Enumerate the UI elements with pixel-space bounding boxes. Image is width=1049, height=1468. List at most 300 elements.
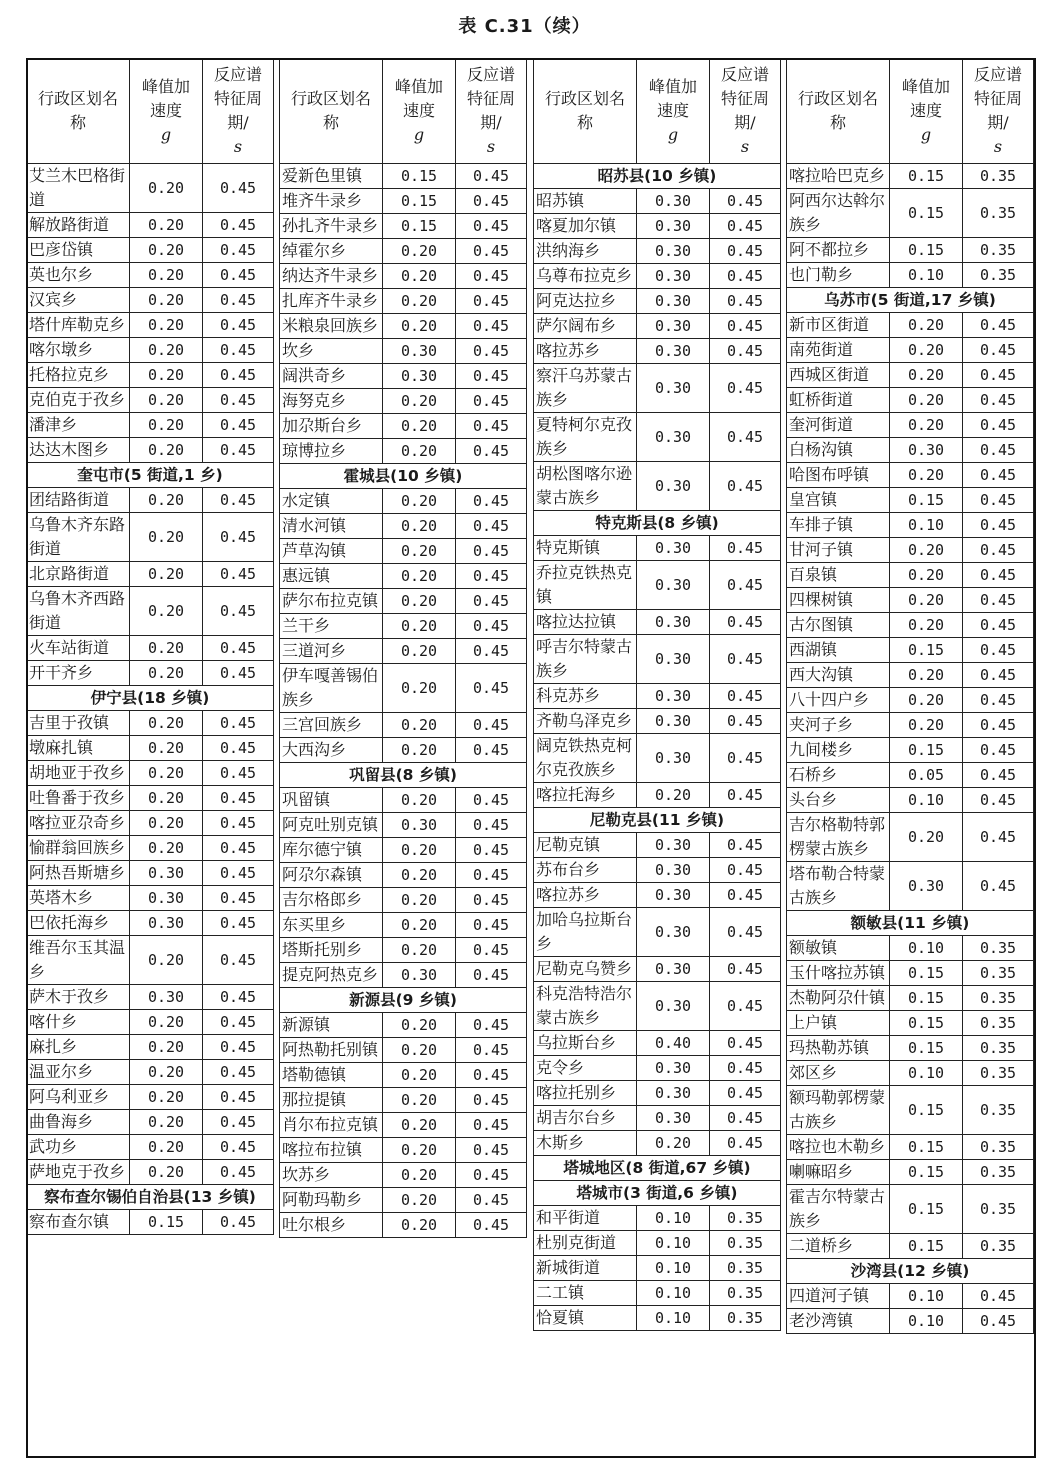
table-row [787, 463, 1034, 488]
table-row [280, 339, 527, 364]
region-name: 九间楼乡 [787, 738, 890, 763]
table-row [27, 288, 274, 313]
table-row [280, 1138, 527, 1163]
characteristic-period: 0.45 [710, 536, 781, 561]
section-row [787, 911, 1034, 936]
characteristic-period: 0.45 [456, 239, 527, 264]
characteristic-period: 0.45 [456, 589, 527, 614]
peak-acceleration: 0.30 [637, 289, 710, 314]
peak-acceleration: 0.30 [637, 1081, 710, 1106]
table-row [534, 684, 781, 709]
header-accel: 峰值加速度 g [383, 59, 456, 164]
header-accel: 峰值加速度 g [890, 59, 963, 164]
region-name: 苏布台乡 [534, 858, 637, 883]
peak-acceleration: 0.30 [637, 189, 710, 214]
peak-acceleration: 0.30 [637, 413, 710, 462]
section-row [280, 464, 527, 489]
peak-acceleration: 0.20 [383, 489, 456, 514]
table-row [534, 1131, 781, 1156]
peak-acceleration: 0.30 [383, 963, 456, 988]
table-row [280, 589, 527, 614]
peak-acceleration: 0.10 [637, 1256, 710, 1281]
characteristic-period: 0.45 [710, 908, 781, 957]
table-row [27, 711, 274, 736]
characteristic-period: 0.45 [963, 713, 1034, 738]
characteristic-period: 0.45 [456, 614, 527, 639]
table-row [27, 263, 274, 288]
region-name: 玛热勒苏镇 [787, 1036, 890, 1061]
region-name: 喀拉布拉镇 [280, 1138, 383, 1163]
peak-acceleration: 0.15 [890, 164, 963, 189]
peak-acceleration: 0.20 [383, 589, 456, 614]
region-name: 英塔木乡 [27, 886, 130, 911]
table-row [534, 982, 781, 1031]
table-row [27, 1160, 274, 1185]
characteristic-period: 0.45 [203, 288, 274, 313]
peak-acceleration: 0.15 [890, 1086, 963, 1135]
characteristic-period: 0.45 [963, 813, 1034, 862]
peak-acceleration: 0.15 [890, 1185, 963, 1234]
region-name: 萨木于孜乡 [27, 985, 130, 1010]
region-name: 乌鲁木齐东路街道 [27, 513, 130, 562]
region-name: 夏特柯尔克孜族乡 [534, 413, 637, 462]
peak-acceleration: 0.20 [130, 438, 203, 463]
peak-acceleration: 0.30 [637, 709, 710, 734]
table-row [280, 564, 527, 589]
characteristic-period: 0.45 [203, 1160, 274, 1185]
characteristic-period: 0.35 [963, 986, 1034, 1011]
peak-acceleration: 0.10 [890, 1309, 963, 1334]
peak-acceleration: 0.20 [130, 836, 203, 861]
region-name: 额玛勒郭楞蒙古族乡 [787, 1086, 890, 1135]
table-row [27, 886, 274, 911]
region-name: 特克斯镇 [534, 536, 637, 561]
peak-acceleration: 0.20 [383, 1188, 456, 1213]
region-name: 洪纳海乡 [534, 239, 637, 264]
characteristic-period: 0.45 [456, 289, 527, 314]
characteristic-period: 0.45 [963, 738, 1034, 763]
table-row [534, 1306, 781, 1331]
region-name: 乌鲁木齐西路街道 [27, 587, 130, 636]
peak-acceleration: 0.20 [890, 313, 963, 338]
table-row [27, 338, 274, 363]
characteristic-period: 0.45 [456, 314, 527, 339]
table-row [787, 1309, 1034, 1334]
section-row [787, 1259, 1034, 1284]
table-row [787, 164, 1034, 189]
region-name: 萨尔布拉克镇 [280, 589, 383, 614]
peak-acceleration: 0.20 [383, 264, 456, 289]
characteristic-period: 0.45 [710, 339, 781, 364]
peak-acceleration: 0.30 [637, 982, 710, 1031]
table-row [787, 313, 1034, 338]
table-row [27, 836, 274, 861]
characteristic-period: 0.35 [963, 936, 1034, 961]
region-name: 三宫回族乡 [280, 713, 383, 738]
peak-acceleration: 0.20 [130, 164, 203, 213]
region-name: 胡松图喀尔逊蒙古族乡 [534, 462, 637, 511]
peak-acceleration: 0.20 [383, 239, 456, 264]
characteristic-period: 0.45 [710, 1081, 781, 1106]
peak-acceleration: 0.15 [890, 961, 963, 986]
table-row [534, 1206, 781, 1231]
table-row [787, 813, 1034, 862]
characteristic-period: 0.45 [710, 734, 781, 783]
table-row [280, 1213, 527, 1238]
peak-acceleration: 0.30 [637, 684, 710, 709]
peak-acceleration: 0.15 [383, 214, 456, 239]
table-row [787, 189, 1034, 238]
region-name: 加哈乌拉斯台乡 [534, 908, 637, 957]
characteristic-period: 0.45 [203, 1010, 274, 1035]
table-row [27, 761, 274, 786]
region-name: 萨尔阔布乡 [534, 314, 637, 339]
peak-acceleration: 0.15 [890, 1135, 963, 1160]
peak-acceleration: 0.20 [383, 1013, 456, 1038]
section-title: 塔城市(3 街道,6 乡镇) [534, 1181, 781, 1206]
region-name: 阿不都拉乡 [787, 238, 890, 263]
characteristic-period: 0.35 [710, 1306, 781, 1331]
region-name: 纳达齐牛录乡 [280, 264, 383, 289]
characteristic-period: 0.45 [963, 1309, 1034, 1334]
region-name: 清水河镇 [280, 514, 383, 539]
table-row [787, 1036, 1034, 1061]
characteristic-period: 0.45 [710, 1131, 781, 1156]
characteristic-period: 0.45 [963, 363, 1034, 388]
peak-acceleration: 0.20 [383, 1213, 456, 1238]
region-name: 胡地亚于孜乡 [27, 761, 130, 786]
region-name: 汉宾乡 [27, 288, 130, 313]
peak-acceleration: 0.20 [130, 338, 203, 363]
region-name: 胡吉尔台乡 [534, 1106, 637, 1131]
section-title: 尼勒克县(11 乡镇) [534, 808, 781, 833]
peak-acceleration: 0.30 [637, 462, 710, 511]
table-row [27, 1085, 274, 1110]
table-row [280, 1113, 527, 1138]
characteristic-period: 0.35 [963, 263, 1034, 288]
region-name: 塔什库勒克乡 [27, 313, 130, 338]
characteristic-period: 0.45 [456, 389, 527, 414]
region-name: 哈图布呼镇 [787, 463, 890, 488]
region-name: 那拉提镇 [280, 1088, 383, 1113]
region-name: 阿尕尔森镇 [280, 863, 383, 888]
characteristic-period: 0.45 [456, 888, 527, 913]
characteristic-period: 0.45 [963, 663, 1034, 688]
characteristic-period: 0.45 [456, 788, 527, 813]
characteristic-period: 0.45 [203, 313, 274, 338]
peak-acceleration: 0.20 [383, 738, 456, 763]
table-row [280, 514, 527, 539]
peak-acceleration: 0.15 [383, 164, 456, 189]
region-name: 塔勒德镇 [280, 1063, 383, 1088]
characteristic-period: 0.45 [456, 214, 527, 239]
table-row [787, 1086, 1034, 1135]
peak-acceleration: 0.20 [130, 488, 203, 513]
peak-acceleration: 0.15 [890, 1011, 963, 1036]
characteristic-period: 0.45 [203, 413, 274, 438]
characteristic-period: 0.35 [710, 1231, 781, 1256]
peak-acceleration: 0.20 [383, 1163, 456, 1188]
region-name: 奎河街道 [787, 413, 890, 438]
table-row [787, 388, 1034, 413]
characteristic-period: 0.35 [963, 1185, 1034, 1234]
characteristic-period: 0.45 [710, 783, 781, 808]
characteristic-period: 0.45 [456, 863, 527, 888]
characteristic-period: 0.45 [710, 833, 781, 858]
peak-acceleration: 0.30 [637, 339, 710, 364]
characteristic-period: 0.45 [456, 1013, 527, 1038]
header-accel: 峰值加速度 g [130, 59, 203, 164]
section-row [534, 1181, 781, 1206]
region-name: 喀夏加尔镇 [534, 214, 637, 239]
table-row [27, 1035, 274, 1060]
table-row [27, 1135, 274, 1160]
characteristic-period: 0.45 [456, 564, 527, 589]
region-name: 提克阿热克乡 [280, 963, 383, 988]
section-title: 巩留县(8 乡镇) [280, 763, 527, 788]
characteristic-period: 0.45 [203, 936, 274, 985]
table-row [534, 314, 781, 339]
characteristic-period: 0.45 [710, 957, 781, 982]
characteristic-period: 0.45 [203, 363, 274, 388]
peak-acceleration: 0.10 [890, 788, 963, 813]
table-row [534, 883, 781, 908]
table-row [787, 1061, 1034, 1086]
peak-acceleration: 0.30 [637, 734, 710, 783]
region-name: 齐勒乌泽克乡 [534, 709, 637, 734]
section-title: 伊宁县(18 乡镇) [27, 686, 274, 711]
peak-acceleration: 0.15 [890, 189, 963, 238]
peak-acceleration: 0.20 [890, 663, 963, 688]
peak-acceleration: 0.10 [890, 1061, 963, 1086]
characteristic-period: 0.45 [710, 264, 781, 289]
region-name: 上户镇 [787, 1011, 890, 1036]
table-row [27, 1110, 274, 1135]
peak-acceleration: 0.30 [637, 908, 710, 957]
table-row [27, 488, 274, 513]
characteristic-period: 0.45 [456, 713, 527, 738]
region-name: 武功乡 [27, 1135, 130, 1160]
peak-acceleration: 0.20 [383, 289, 456, 314]
region-name: 喀拉托海乡 [534, 783, 637, 808]
table-row [27, 213, 274, 238]
characteristic-period: 0.45 [456, 938, 527, 963]
peak-acceleration: 0.20 [383, 788, 456, 813]
table-row [27, 786, 274, 811]
peak-acceleration: 0.30 [130, 911, 203, 936]
characteristic-period: 0.45 [710, 883, 781, 908]
characteristic-period: 0.45 [456, 439, 527, 464]
region-name: 昭苏镇 [534, 189, 637, 214]
peak-acceleration: 0.15 [890, 738, 963, 763]
region-name: 阿克吐别克镇 [280, 813, 383, 838]
region-name: 二道桥乡 [787, 1234, 890, 1259]
peak-acceleration: 0.20 [383, 639, 456, 664]
characteristic-period: 0.45 [710, 858, 781, 883]
table-row [534, 833, 781, 858]
peak-acceleration: 0.20 [890, 463, 963, 488]
characteristic-period: 0.45 [203, 985, 274, 1010]
peak-acceleration: 0.20 [130, 288, 203, 313]
table-row [280, 838, 527, 863]
region-name: 和平街道 [534, 1206, 637, 1231]
characteristic-period: 0.45 [203, 836, 274, 861]
peak-acceleration: 0.30 [130, 886, 203, 911]
region-name: 木斯乡 [534, 1131, 637, 1156]
table-row [787, 338, 1034, 363]
table-row [280, 439, 527, 464]
peak-acceleration: 0.10 [637, 1281, 710, 1306]
table-row [787, 663, 1034, 688]
section-title: 霍城县(10 乡镇) [280, 464, 527, 489]
table-row [27, 313, 274, 338]
characteristic-period: 0.45 [456, 664, 527, 713]
peak-acceleration: 0.30 [637, 364, 710, 413]
table-row [534, 561, 781, 610]
table-row [787, 1011, 1034, 1036]
peak-acceleration: 0.20 [130, 661, 203, 686]
peak-acceleration: 0.20 [383, 564, 456, 589]
table-row [280, 364, 527, 389]
region-name: 杰勒阿尕什镇 [787, 986, 890, 1011]
section-title: 察布查尔锡伯自治县(13 乡镇) [27, 1185, 274, 1210]
peak-acceleration: 0.30 [383, 364, 456, 389]
table-row [787, 936, 1034, 961]
characteristic-period: 0.45 [963, 463, 1034, 488]
region-name: 古尔图镇 [787, 613, 890, 638]
region-name: 团结路街道 [27, 488, 130, 513]
table-row [27, 985, 274, 1010]
table-column-1 [26, 58, 274, 1235]
region-name: 火车站街道 [27, 636, 130, 661]
table-row [787, 563, 1034, 588]
table-row [787, 1160, 1034, 1185]
region-name: 阿克达拉乡 [534, 289, 637, 314]
table-row [280, 888, 527, 913]
region-name: 塔布勒合特蒙古族乡 [787, 862, 890, 911]
characteristic-period: 0.45 [203, 661, 274, 686]
table-row [27, 811, 274, 836]
peak-acceleration: 0.20 [130, 1060, 203, 1085]
section-row [534, 1156, 781, 1181]
peak-acceleration: 0.15 [890, 238, 963, 263]
table-row [787, 363, 1034, 388]
table-row [280, 1063, 527, 1088]
characteristic-period: 0.45 [456, 1113, 527, 1138]
peak-acceleration: 0.30 [637, 314, 710, 339]
characteristic-period: 0.45 [710, 1056, 781, 1081]
table-row [787, 986, 1034, 1011]
characteristic-period: 0.45 [203, 213, 274, 238]
peak-acceleration: 0.20 [130, 213, 203, 238]
characteristic-period: 0.45 [203, 736, 274, 761]
region-name: 坎苏乡 [280, 1163, 383, 1188]
peak-acceleration: 0.15 [383, 189, 456, 214]
characteristic-period: 0.45 [963, 563, 1034, 588]
peak-acceleration: 0.30 [637, 264, 710, 289]
region-name: 温亚尔乡 [27, 1060, 130, 1085]
peak-acceleration: 0.20 [637, 1131, 710, 1156]
characteristic-period: 0.35 [963, 189, 1034, 238]
peak-acceleration: 0.20 [130, 711, 203, 736]
header-accel: 峰值加速度 g [637, 59, 710, 164]
section-row [280, 988, 527, 1013]
header-name: 行政区划名称 [27, 59, 130, 164]
peak-acceleration: 0.30 [637, 833, 710, 858]
table-row [27, 413, 274, 438]
peak-acceleration: 0.20 [890, 688, 963, 713]
peak-acceleration: 0.15 [130, 1210, 203, 1235]
characteristic-period: 0.45 [203, 388, 274, 413]
region-name: 额敏镇 [787, 936, 890, 961]
table-row [534, 289, 781, 314]
table-row [534, 957, 781, 982]
characteristic-period: 0.35 [963, 961, 1034, 986]
characteristic-period: 0.35 [963, 1086, 1034, 1135]
table-row [27, 1060, 274, 1085]
peak-acceleration: 0.20 [890, 363, 963, 388]
region-name: 阔克铁热克柯尔克孜族乡 [534, 734, 637, 783]
table-column-4 [786, 58, 1034, 1334]
region-name: 科克苏乡 [534, 684, 637, 709]
table-row [787, 738, 1034, 763]
peak-acceleration: 0.20 [383, 863, 456, 888]
region-name: 克令乡 [534, 1056, 637, 1081]
table-row [280, 639, 527, 664]
data-table [279, 58, 527, 1238]
table-row [280, 1088, 527, 1113]
table-row [280, 614, 527, 639]
characteristic-period: 0.45 [710, 1031, 781, 1056]
characteristic-period: 0.45 [456, 364, 527, 389]
characteristic-period: 0.35 [710, 1281, 781, 1306]
header-period: 反应谱特征周期/ s [963, 59, 1034, 164]
characteristic-period: 0.35 [963, 1061, 1034, 1086]
region-name: 喀拉也木勒乡 [787, 1135, 890, 1160]
table-row [280, 863, 527, 888]
characteristic-period: 0.45 [456, 264, 527, 289]
region-name: 潘津乡 [27, 413, 130, 438]
table-row [27, 438, 274, 463]
region-name: 新市区街道 [787, 313, 890, 338]
table-row [280, 489, 527, 514]
table-row [27, 587, 274, 636]
peak-acceleration: 0.20 [383, 539, 456, 564]
characteristic-period: 0.45 [963, 438, 1034, 463]
characteristic-period: 0.45 [963, 588, 1034, 613]
table-row [280, 963, 527, 988]
table-row [280, 189, 527, 214]
region-name: 巩留镇 [280, 788, 383, 813]
table-row [787, 413, 1034, 438]
peak-acceleration: 0.20 [130, 1135, 203, 1160]
characteristic-period: 0.45 [963, 513, 1034, 538]
table-row [280, 539, 527, 564]
region-name: 阿勒玛勒乡 [280, 1188, 383, 1213]
characteristic-period: 0.45 [710, 1106, 781, 1131]
peak-acceleration: 0.30 [383, 813, 456, 838]
peak-acceleration: 0.20 [130, 936, 203, 985]
table-row [280, 738, 527, 763]
peak-acceleration: 0.20 [890, 538, 963, 563]
characteristic-period: 0.45 [963, 763, 1034, 788]
characteristic-period: 0.45 [456, 963, 527, 988]
region-name: 霍吉尔特蒙古族乡 [787, 1185, 890, 1234]
characteristic-period: 0.45 [456, 738, 527, 763]
region-name: 西大沟镇 [787, 663, 890, 688]
table-row [787, 538, 1034, 563]
peak-acceleration: 0.10 [890, 263, 963, 288]
